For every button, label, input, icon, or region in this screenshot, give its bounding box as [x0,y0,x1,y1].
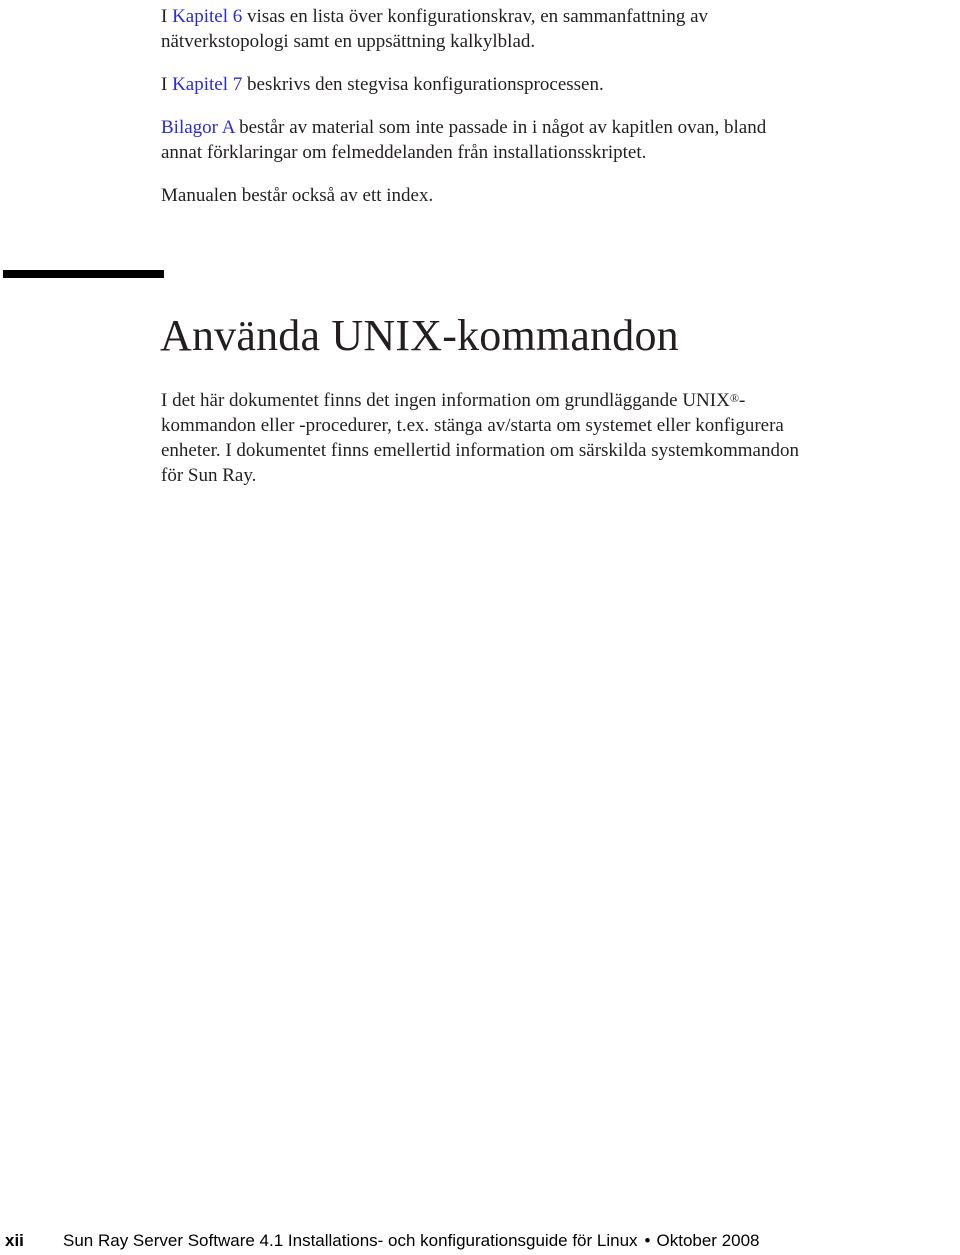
text-prefix: I [161,6,173,27]
paragraph-line [161,115,766,140]
publication-date: Oktober 2008 [656,1231,760,1250]
section-rule [3,270,164,278]
paragraph-line [161,388,799,413]
text-prefix: I [161,74,173,95]
paragraph-line [161,72,604,97]
paragraph-line: annat förklaringar om felmeddelanden från installationsskriptet. [161,142,647,163]
text-rest: visas en lista över konfigurationskrav, en sammanfattning av [242,6,708,27]
section-body [161,388,799,488]
text-unix: I det här dokumentet finns det ingen information om grundläggande UNIX [161,390,730,411]
paragraph-line: enheter. I dokumentet finns emellertid information om särskilda systemkommandon [161,440,799,461]
paragraph-kapitel-7 [161,72,604,97]
section-heading: Använda UNIX-kommandon [160,311,679,360]
paragraph-line: Manualen består också av ett index. [161,185,434,206]
paragraph-line: kommandon eller -procedurer, t.ex. stänga av/starta om systemet eller konfigurera [161,415,784,436]
text-rest: beskrivs den stegvisa konfigurationsprocessen. [242,74,604,95]
text-rest: består av material som inte passade in i något av kapitlen ovan, bland [234,117,767,138]
text-hyphen: - [738,390,746,411]
paragraph-kapitel-6 [161,4,708,54]
registered-mark: ® [729,391,739,405]
link-kapitel-6[interactable]: Kapitel 6 [172,6,243,27]
paragraph-bilagor-a [161,115,766,165]
paragraph-line: för Sun Ray. [161,465,257,486]
running-footer [63,1231,760,1251]
paragraph-line [161,4,708,29]
page-number: xii [5,1231,24,1250]
paragraph-index [161,183,433,208]
paragraph-line: nätverkstopologi samt en uppsättning kalkylblad. [161,31,536,52]
link-bilagor-a[interactable]: Bilagor A [161,117,235,138]
link-kapitel-7[interactable]: Kapitel 7 [172,74,243,95]
bullet-separator: • [644,1231,651,1250]
book-title: Sun Ray Server Software 4.1 Installations- och konfigurationsguide för Linux [63,1231,638,1250]
